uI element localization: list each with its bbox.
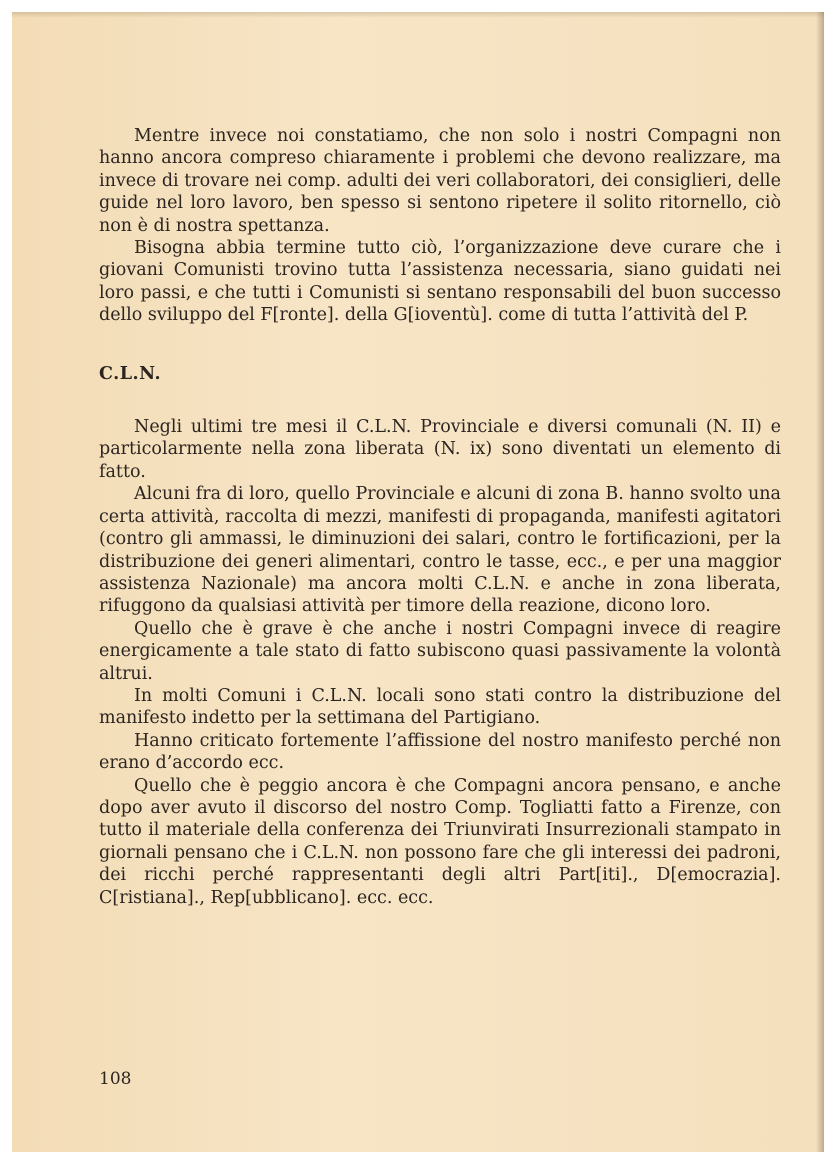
paragraph: Quello che è grave è che anche i nostri Compagni invece di reagire energicamente a tale stato di fatto subiscono quasi passivamente la volontà altrui. xyxy=(99,618,781,684)
paragraph: Hanno criticato fortemente l’affissione del nostro manifesto perché non erano d’accordo ecc. xyxy=(99,730,781,774)
paragraph: Quello che è peggio ancora è che Compagni ancora pensano, e anche dopo aver avuto il discorso del nostro Comp. Togliatti fatto a Firenze, con tutto il materiale della conferenza dei Triunvirati Insurrezionali stampato in giornali pensano che i C.L.N. non possono fare che gli interessi dei padroni, dei ricchi perché rappresentanti degli altri Part[iti]., D[emocrazia]. C[ristiana]., Rep[ubblicano]. ecc. ecc. xyxy=(99,775,781,908)
section-heading: C.L.N. xyxy=(99,363,162,384)
page-top-shadow xyxy=(12,12,824,18)
page-number: 108 xyxy=(99,1069,132,1089)
book-page xyxy=(12,12,824,1152)
paragraph: Negli ultimi tre mesi il C.L.N. Provinciale e diversi comunali (N. II) e particolarmente nella zona liberata (N. ix) sono diventati un elemento di fatto. xyxy=(99,417,781,482)
paragraph: In molti Comuni i C.L.N. locali sono stati contro la distribuzione del manifesto indetto per la settimana del Partigiano. xyxy=(99,685,781,729)
paragraph: Mentre invece noi constatiamo, che non solo i nostri Compagni non hanno ancora compreso chiaramente i problemi che devono realizzare, ma invece di trovare nei comp. adulti dei veri collaboratori, dei consiglieri, delle guide nel loro lavoro, ben spesso si sentono ripetere il solito ritornello, ciò non è di nostra spettanza. xyxy=(99,126,781,236)
paragraph: Alcuni fra di loro, quello Provinciale e alcuni di zona B. hanno svolto una certa attività, raccolta di mezzi, manifesti di propaganda, manifesti agitatori (contro gli ammassi, le diminuzioni dei salari, contro le fortificazioni, per la distribuzione dei generi alimentari, contro le tasse, ecc., e per una maggior assistenza Nazionale) ma ancora molti C.L.N. e anche in zona liberata, rifuggono da qualsiasi attività per timore della reazione, dicono loro. xyxy=(99,484,781,617)
body-text xyxy=(99,125,781,909)
page-right-edge xyxy=(816,12,824,1152)
paragraph: Bisogna abbia termine tutto ciò, l’organizzazione deve curare che i giovani Comunisti trovino tutta l’assistenza necessaria, siano guidati nei loro passi, e che tutti i Comunisti si sentano responsabili del buon successo dello sviluppo del F[ronte]. della G[ioventù]. come di tutta l’attività del P. xyxy=(99,238,781,326)
